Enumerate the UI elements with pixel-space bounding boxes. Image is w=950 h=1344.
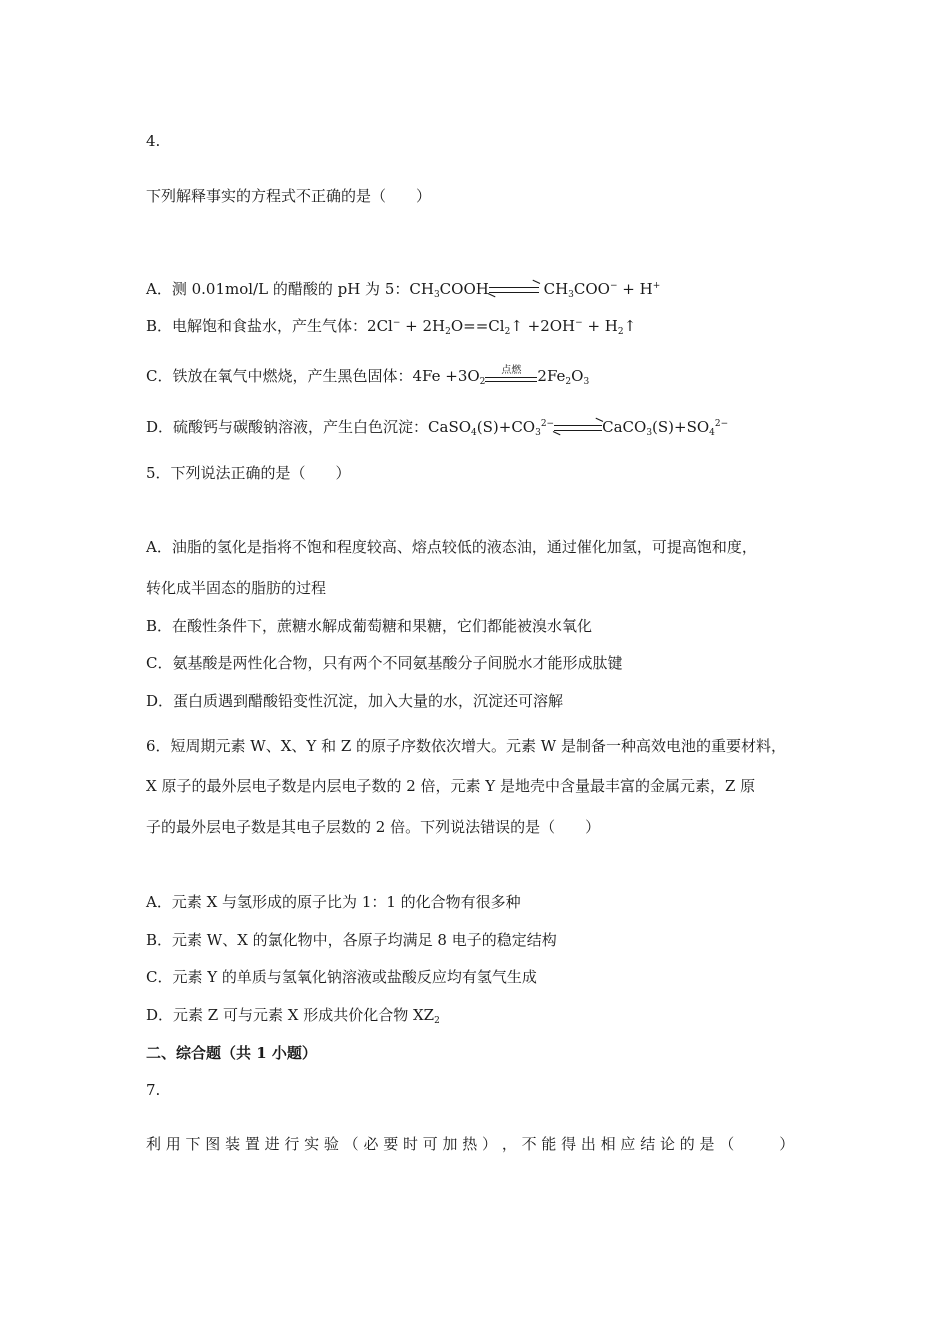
text: (S)+SO [652, 418, 710, 436]
subscript: 2 [617, 327, 624, 337]
text: CaCO [602, 418, 647, 436]
subscript: 4 [709, 428, 715, 438]
q6-option-d [146, 1005, 440, 1025]
section-title: 二、综合题（共 1 小题） [146, 1044, 317, 1062]
q5-stem: 5．下列说法正确的是（ ） [146, 464, 351, 482]
subscript: 2 [445, 327, 451, 337]
subscript: 3 [583, 377, 590, 387]
text: D．硫酸钙与碳酸钠溶液，产生白色沉淀：CaSO [146, 418, 472, 436]
subscript: 3 [433, 290, 440, 300]
q6-stem-line2: X 原子的最外层电子数是内层电子数的 2 倍，元素 Y 是地壳中含量最丰富的金属元素，Z 原 [146, 777, 756, 795]
q4-option-b [146, 316, 636, 336]
q4-option-a [146, 279, 660, 299]
text: ↑ [623, 317, 637, 335]
subscript: 3 [535, 428, 541, 438]
superscript: 2− [540, 419, 555, 429]
subscript: 2 [479, 377, 486, 387]
text: D．元素 Z 可与元素 X 形成共价化合物 XZ [146, 1006, 435, 1024]
text: B．电解饱和食盐水，产生气体：2Cl [146, 317, 393, 335]
q5-option-a-line1: A．油脂的氢化是指将不饱和程度较高、熔点较低的液态油，通过催化加氢，可提高饱和度， [146, 538, 757, 556]
q6-option-a: A．元素 X 与氢形成的原子比为 1：1 的化合物有很多种 [146, 893, 521, 911]
q4-option-c [146, 366, 589, 386]
text: A．测 0.01mol/L 的醋酸的 pH 为 5：CH [146, 280, 434, 298]
superscript: − [575, 318, 583, 328]
equilibrium-arrow-icon [554, 422, 602, 434]
text: C．铁放在氧气中燃烧，产生黑色固体：4Fe +3O [146, 367, 480, 385]
subscript: 2 [504, 327, 511, 337]
reaction-condition-arrow [485, 365, 537, 386]
q6-option-b: B．元素 W、X 的氯化物中，各原子均满足 8 电子的稳定结构 [146, 931, 557, 949]
q6-stem-line3: 子的最外层电子数是其电子层数的 2 倍。下列说法错误的是（ ） [146, 818, 601, 836]
text: + H [582, 317, 618, 335]
q7-stem: 利 用 下 图 装 置 进 行 实 验 （ 必 要 时 可 加 热 ） ， 不 能 得 出 相 应 结 论 的 是 （ ） [146, 1135, 795, 1153]
superscript: + [652, 281, 661, 291]
equilibrium-arrow-icon [489, 284, 539, 296]
q6-stem-line1: 6．短周期元素 W、X、Y 和 Z 的原子序数依次增大。元素 W 是制备一种高效电池的重要材料， [146, 737, 786, 755]
text: ↑ +2OH [510, 317, 576, 335]
q5-option-c: C．氨基酸是两性化合物，只有两个不同氨基酸分子间脱水才能形成肽键 [146, 654, 623, 672]
q4-stem: 下列解释事实的方程式不正确的是（ ） [146, 187, 432, 205]
text: COO [573, 280, 610, 298]
text: (S)+CO [476, 418, 536, 436]
subscript: 3 [568, 290, 574, 300]
q6-option-c: C．元素 Y 的单质与氢氧化钠溶液或盐酸反应均有氢气生成 [146, 968, 537, 986]
superscript: − [392, 318, 401, 328]
q5-option-a-line2: 转化成半固态的脂肪的过程 [146, 579, 327, 597]
superscript: 2− [714, 419, 729, 429]
q5-option-d: D．蛋白质遇到醋酸铅变性沉淀，加入大量的水，沉淀还可溶解 [146, 692, 564, 710]
text: O==Cl [450, 317, 505, 335]
text: COOH [439, 280, 489, 298]
text: 2Fe [537, 367, 566, 385]
subscript: 2 [434, 1016, 440, 1026]
q4-number: 4. [146, 132, 161, 150]
subscript: 2 [565, 377, 572, 387]
q5-option-b: B．在酸性条件下，蔗糖水解成葡萄糖和果糖，它们都能被溴水氧化 [146, 617, 593, 635]
subscript: 4 [471, 428, 477, 438]
superscript: − [609, 281, 618, 291]
text: CH [538, 280, 569, 298]
text: O [571, 367, 584, 385]
subscript: 3 [646, 428, 653, 438]
reaction-condition-label: 点燃 [501, 365, 522, 376]
q7-number: 7. [146, 1081, 161, 1099]
q4-option-d [146, 417, 728, 437]
text: + 2H [400, 317, 446, 335]
text: + H [617, 280, 653, 298]
